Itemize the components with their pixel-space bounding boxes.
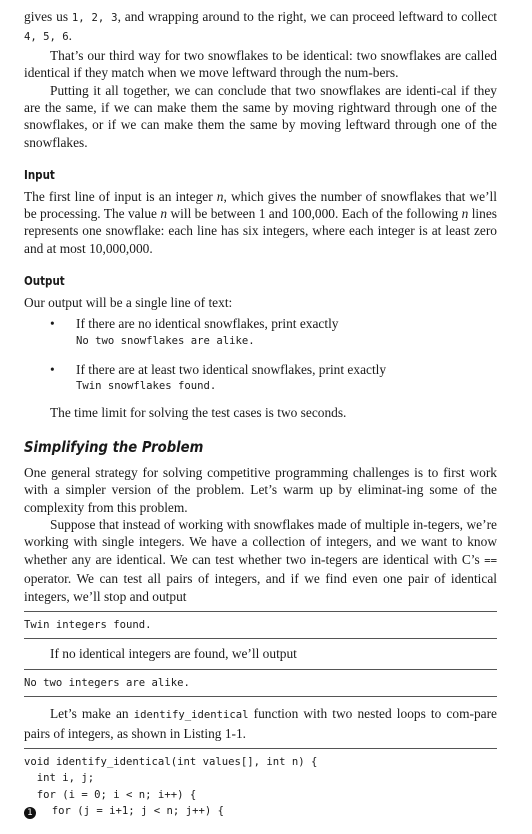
callout-marker-icon: 1 — [24, 807, 36, 819]
text: , and wrapping around to the right, we can proceed leftward to collect — [117, 9, 497, 24]
listing-intro-paragraph: Let’s make an identify_identical function with two nested loops to com-pare pairs of integers, as shown in Listing 1-1. — [24, 706, 497, 741]
code-line: for (i = 0; i < n; i++) { — [24, 788, 197, 801]
output-bullet-list — [24, 315, 497, 394]
single-integers-paragraph: Suppose that instead of working with snowflakes made of multiple in-tegers, we’re working with single integers. We have a collection of integers, and we want to know whether any are identical. We can test whether two in-tegers are identical with C’s == operator. We can test all pairs of integers, and if we find even one pair of identical integers, we’ll stop and output — [24, 516, 497, 604]
bullet-icon: • — [50, 361, 55, 377]
code-line-marked: 1 for (j = i+1; j < n; j++) { — [24, 803, 497, 819]
text: gives us — [24, 9, 72, 24]
inline-code: 4, 5, 6 — [24, 31, 69, 44]
output-intro: Our output will be a single line of text: — [24, 294, 233, 310]
no-identical-text: If no identical integers are found, we’ll output — [50, 646, 297, 662]
time-limit-text: The time limit for solving the test cases is two seconds. — [50, 404, 347, 420]
code-listing — [24, 748, 497, 820]
output-heading: Output — [24, 274, 65, 289]
list-item: • If there are no identical snowflakes, print exactly No two snowflakes are alike. — [24, 315, 497, 348]
input-paragraph: The first line of input is an integer n, which gives the number of snowflakes that we’ll be processing. The value n will be between 1 and 100,000. Each of the following n lines represents one snowflake: each line has six integers, where each integer is at least zero and at most 10,000,000. — [24, 188, 498, 256]
code-block: Twin integers found. — [24, 611, 497, 639]
list-item: • If there are at least two identical snowflakes, print exactly Twin snowflakes found. — [24, 361, 497, 394]
inline-code: 1, 2, 3 — [71, 12, 118, 24]
book-page — [24, 8, 497, 820]
paragraph-summary: Putting it all together, we can conclude that two snowflakes are identi-cal if they are the same, if we can make them the same by moving rightward through one of the snowflakes, or if we can make them the same by moving leftward through one of the snowflakes. — [24, 82, 497, 150]
paragraph-wrap-left — [24, 8, 497, 47]
paragraph-third-way: That’s our third way for two snowflakes to be identical: two snowflakes are called identical if they match when we move leftward through the num-bers. — [24, 47, 497, 81]
bullet-icon: • — [50, 316, 55, 332]
section-heading: Simplifying the Problem — [24, 438, 204, 457]
output-code: No two snowflakes are alike. — [76, 334, 255, 347]
text: . — [68, 28, 73, 44]
code-line: void identify_identical(int values[], int n) { — [24, 756, 318, 768]
output-code: Twin snowflakes found. — [76, 379, 217, 392]
strategy-paragraph: One general strategy for solving competitive programming challenges is to first work with a simpler version of the problem. Let’s warm up by eliminat-ing some of the complexity from this problem. — [24, 464, 497, 515]
code-line: int i, j; — [24, 772, 95, 785]
code-block: No two integers are alike. — [24, 669, 497, 697]
input-heading: Input — [24, 168, 55, 183]
